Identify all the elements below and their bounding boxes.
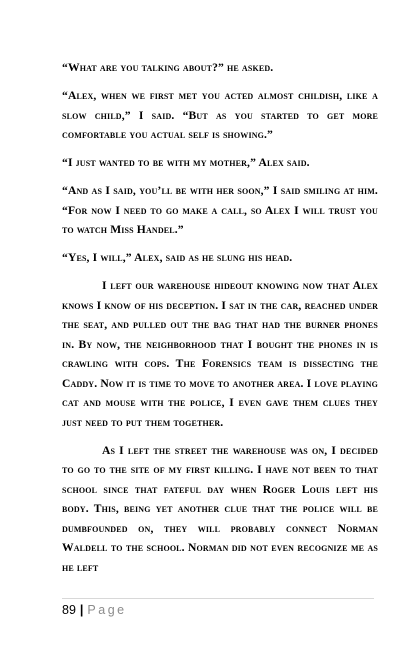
paragraph-narrative-1: I left our warehouse hideout knowing now that Alex knows I know of his deception. I sat in the car, reached under the seat, and pulled out the bag that had the burner phones in. By now, the neighborhood that I bought the phones in is crawling with cops. The Forensics team is dissecting the Caddy. Now it is time to move to another area. I love playing cat and mouse with the police, I even gave them clues they just need to put them together. [62, 279, 378, 429]
page-footer [62, 602, 127, 618]
paragraph-dialogue-3: “I just wanted to be with my mother,” Alex said. [62, 156, 310, 169]
page-number: 89 [62, 603, 76, 617]
paragraph-dialogue-2: “Alex, when we first met you acted almost childish, like a slow child,” I said. “But as you started to get more comfortable you actual self is showing.” [62, 89, 378, 141]
paragraph-dialogue-4: “And as I said, you’ll be with her soon,” I said smiling at him. “For now I need to go make a call, so Alex I will trust you to watch Miss Handel.” [62, 184, 378, 236]
paragraph-narrative-2: As I left the street the warehouse was on, I decided to go to the site of my first killing. I have not been to that school since that fateful day when Roger Louis left his body. This, being yet another clue that the police will be dumbfounded on, they will probably connect Norman Waldell to the school. Norman did not even recognize me as he left [62, 443, 378, 574]
paragraph-dialogue-1: “What are you talking about?” he asked. [62, 61, 274, 74]
page-label: Page [87, 603, 127, 617]
footer-separator: | [79, 603, 84, 617]
body-text [62, 58, 378, 586]
footer-divider [62, 598, 374, 599]
paragraph-dialogue-5: “Yes, I will,” Alex, said as he slung his head. [62, 251, 293, 264]
